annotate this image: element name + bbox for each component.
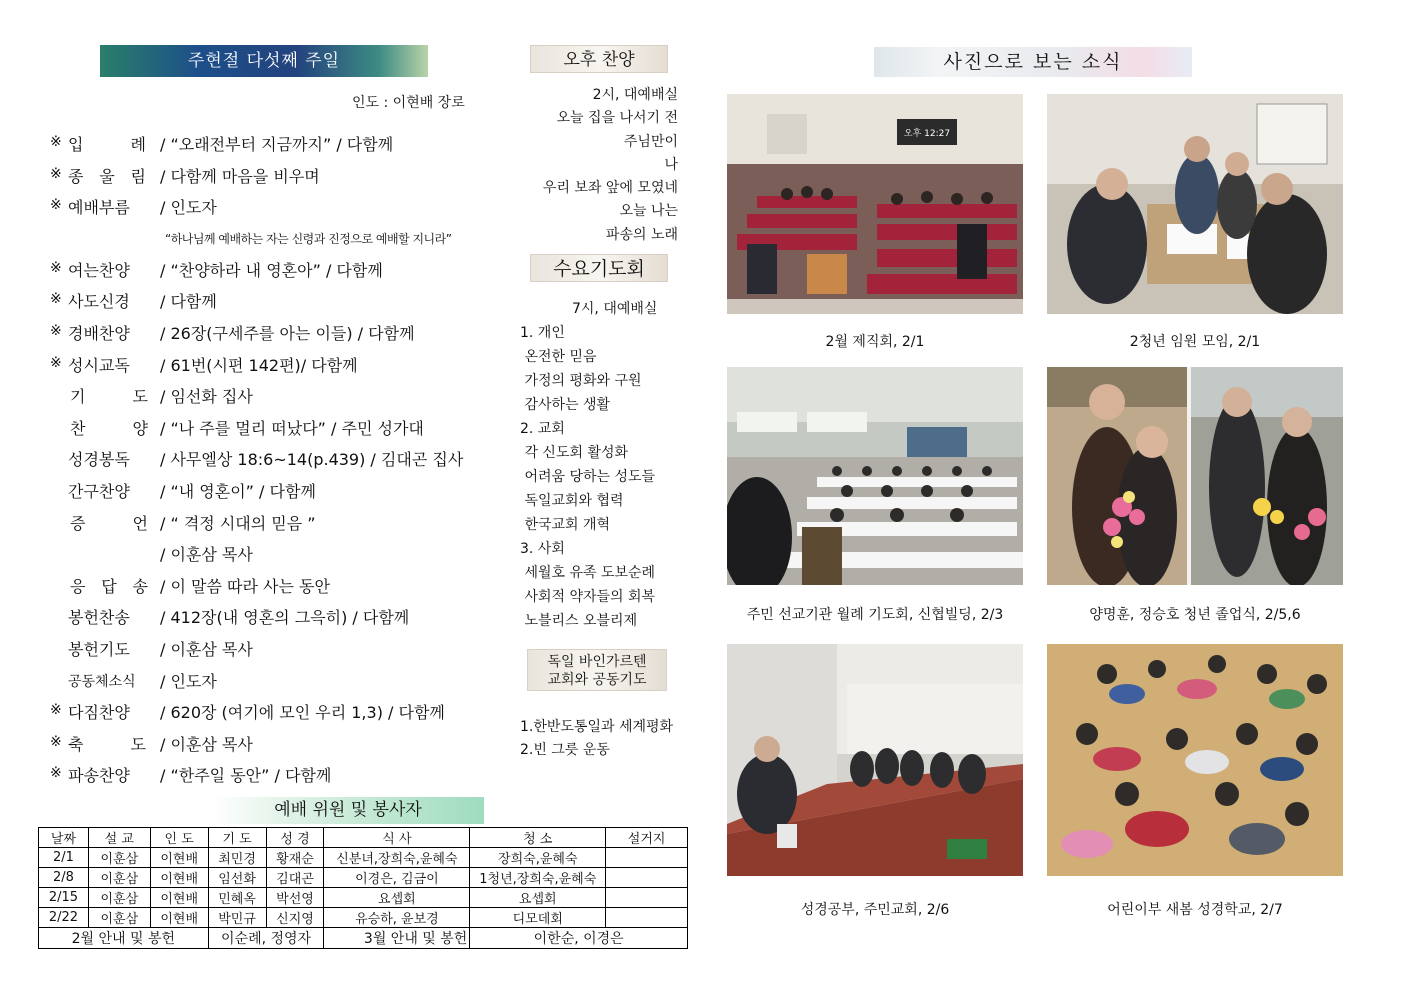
staff-cell <box>606 888 688 908</box>
staff-cell: 이현배 <box>150 888 208 908</box>
order-item <box>40 696 510 728</box>
standing-mark: ※ <box>50 322 62 339</box>
order-item <box>40 728 510 760</box>
order-item-value: / 이훈삼 목사 <box>160 545 253 565</box>
order-item-value: / 인도자 <box>160 198 217 218</box>
order-item-label <box>68 164 146 187</box>
caption-photo-2: 2청년 임원 모임, 2/1 <box>1129 334 1261 350</box>
order-item <box>40 285 510 317</box>
order-item-label-part: 간구찬양 <box>68 481 130 501</box>
joint-prayer-title-line2: 교회와 공동기도 <box>547 672 647 688</box>
mar-offering-label: 3월 안내 및 봉헌 <box>324 928 470 949</box>
staff-header-row <box>39 828 688 848</box>
staff-header-cell: 날짜 <box>39 828 89 848</box>
order-item-label-part: 사도신경 <box>68 292 130 312</box>
order-item <box>40 759 510 791</box>
staff-cell: 임선화 <box>208 868 266 888</box>
staff-cell: 디모데회 <box>470 908 606 928</box>
feb-offering-names: 이순례, 정영자 <box>208 928 324 949</box>
order-item <box>40 317 510 349</box>
order-item-value: / “찬양하라 내 영혼아” / 다함께 <box>160 260 383 280</box>
joint-prayer-title-line1: 독일 바인가르텐 <box>547 654 647 670</box>
order-item-label <box>70 511 148 534</box>
order-item-label-part: 입 <box>68 135 84 154</box>
order-item-label-part: 성경봉독 <box>68 450 130 470</box>
afternoon-praise-line: 주님만이 <box>623 133 678 150</box>
staff-cell: 유승하, 윤보경 <box>324 908 470 928</box>
photo-mission-prayer-meeting <box>727 367 1023 585</box>
wednesday-prayer-time: 7시, 대예배실 <box>572 301 658 317</box>
prayer-topic-line: 한국교회 개혁 <box>520 517 611 533</box>
staff-header-cell: 청 소 <box>470 828 606 848</box>
order-item-label-part: 답 <box>101 576 117 596</box>
caption-photo-6: 어린이부 새봄 성경학교, 2/7 <box>1107 902 1283 918</box>
caption-photo-4: 양명훈, 정승호 청년 졸업식, 2/5,6 <box>1089 607 1301 623</box>
order-item-label-part: 봉헌찬송 <box>68 608 130 628</box>
feb-offering-label: 2월 안내 및 봉헌 <box>39 928 209 949</box>
standing-mark: ※ <box>50 134 62 150</box>
staff-cell: 요셉회 <box>470 888 606 908</box>
prayer-topic-line: 각 신도회 활성화 <box>520 445 629 461</box>
order-item <box>40 380 510 412</box>
order-item-label <box>70 416 148 439</box>
wednesday-prayer-title: 수요기도회 <box>530 254 668 282</box>
photo-feb-officers-meeting <box>727 94 1023 314</box>
order-item-value: / 이 말씀 따라 사는 동안 <box>160 576 330 596</box>
order-item <box>40 633 510 665</box>
order-item <box>40 538 510 570</box>
staff-cell: 이훈삼 <box>88 868 150 888</box>
joint-prayer-line: 2.빈 그릇 운동 <box>520 742 610 758</box>
prayer-topic-line: 온전한 믿음 <box>520 349 597 365</box>
standing-mark: ※ <box>50 702 62 719</box>
staff-cell <box>606 908 688 928</box>
photo-youth-officers-meeting <box>1047 94 1343 314</box>
order-item-label <box>70 574 148 597</box>
afternoon-praise-line: 나 <box>664 156 678 173</box>
order-of-worship <box>40 128 510 791</box>
staff-header-cell: 인 도 <box>150 828 208 848</box>
order-item-value: / 이훈삼 목사 <box>160 734 253 754</box>
order-item-value: / 인도자 <box>160 671 217 691</box>
order-item-value: / 26장(구세주를 아는 이들) / 다함께 <box>160 323 415 343</box>
order-item-value: / “내 영혼이” / 다함께 <box>160 481 316 501</box>
staff-cell: 신지영 <box>266 908 324 928</box>
standing-mark: ※ <box>50 197 62 214</box>
order-item-label-part: 양 <box>132 418 148 438</box>
staff-cell: 김대곤 <box>266 868 324 888</box>
order-item-value: / 임선화 집사 <box>160 387 253 407</box>
prayer-topic-line: 세월호 유족 도보순례 <box>520 565 656 581</box>
staff-cell: 이현배 <box>150 848 208 868</box>
staff-header-cell: 성 경 <box>266 828 324 848</box>
order-item <box>40 349 510 381</box>
order-item-value: / 61번(시편 142편)/ 다함께 <box>160 355 358 375</box>
order-item <box>40 191 510 223</box>
prayer-topic-line: 1. 개인 <box>520 325 565 341</box>
staff-cell: 최민경 <box>208 848 266 868</box>
call-to-worship-verse: “하나님께 예배하는 자는 신령과 진정으로 예배할 지니라” <box>165 232 452 246</box>
order-item-value: / 이훈삼 목사 <box>160 639 253 659</box>
staff-cell: 이현배 <box>150 868 208 888</box>
order-item-value: / 412장(내 영혼의 그윽히) / 다함께 <box>160 608 410 628</box>
order-item-label-part: 축 <box>68 734 84 754</box>
staff-cell: 황재순 <box>266 848 324 868</box>
order-item <box>40 570 510 602</box>
afternoon-praise-line: 오늘 나는 <box>619 203 678 220</box>
staff-cell <box>606 848 688 868</box>
prayer-topic-line: 독일교회와 협력 <box>520 493 624 509</box>
staff-row <box>39 888 688 908</box>
order-item-label-part: 공동체소식 <box>68 673 136 690</box>
order-item-label-part: 응 <box>70 576 86 596</box>
order-item-label-part: 기 <box>70 387 86 407</box>
order-item-value: / “ 격정 시대의 믿음 ” <box>160 513 316 533</box>
standing-mark: ※ <box>50 259 62 276</box>
staff-cell: 이현배 <box>150 908 208 928</box>
staff-row <box>39 908 688 928</box>
order-item-label-part: 도 <box>132 387 148 407</box>
staff-row <box>39 868 688 888</box>
prayer-topic-line: 2. 교회 <box>520 421 565 437</box>
joint-prayer-line: 1.한반도통일과 세계평화 <box>520 719 674 735</box>
order-item <box>40 601 510 633</box>
staff-cell: 2/8 <box>39 868 89 888</box>
order-item <box>40 665 510 697</box>
order-item-value: / 사무엘상 18:6~14(p.439) / 김대곤 집사 <box>160 450 464 470</box>
photo-news-title-banner: 사진으로 보는 소식 <box>874 47 1192 77</box>
staff-header-cell: 설 교 <box>88 828 150 848</box>
afternoon-praise-title: 오후 찬양 <box>530 45 668 73</box>
staff-cell: 이훈삼 <box>88 848 150 868</box>
service-leader: 인도 : 이현배 장로 <box>352 95 465 111</box>
caption-photo-1: 2월 제직회, 2/1 <box>825 334 925 350</box>
order-item-label-part: 찬 <box>70 418 86 438</box>
staff-cell: 이훈삼 <box>88 908 150 928</box>
order-item-label-part: 언 <box>132 513 148 533</box>
photo-clock-text: 오후 12:27 <box>903 129 951 139</box>
staff-cell: 2/1 <box>39 848 89 868</box>
staff-table <box>38 827 688 949</box>
order-item <box>40 412 510 444</box>
joint-prayer-title <box>527 649 667 691</box>
order-item-value: / 다함께 마음을 비우며 <box>160 166 320 186</box>
order-item-label-part: 종 <box>68 166 84 186</box>
order-item-label-part: 송 <box>132 576 148 596</box>
staff-cell <box>606 868 688 888</box>
staff-cell: 박선영 <box>266 888 324 908</box>
order-item-label-part: 다짐찬양 <box>68 703 130 723</box>
afternoon-praise-line: 오늘 집을 나서기 전 <box>556 110 678 127</box>
order-item-label-part: 여는찬양 <box>68 260 130 280</box>
standing-mark: ※ <box>50 765 62 782</box>
mar-offering-names: 이한순, 이경은 <box>470 928 688 949</box>
order-item-value: / 620장 (여기에 모인 우리 1,3) / 다함께 <box>160 703 445 723</box>
staff-header-cell: 기 도 <box>208 828 266 848</box>
prayer-topic-line: 감사하는 생활 <box>520 397 611 413</box>
order-item <box>40 254 510 286</box>
photo-children-bible-school <box>1047 644 1343 876</box>
staff-cell: 요셉회 <box>324 888 470 908</box>
prayer-topic-line: 어려움 당하는 성도들 <box>520 469 656 485</box>
staff-cell: 이훈삼 <box>88 888 150 908</box>
order-item-label-part: 경배찬양 <box>68 323 130 343</box>
photo-bible-study <box>727 644 1023 876</box>
order-item-label-part: 림 <box>130 166 146 186</box>
standing-mark: ※ <box>50 354 62 371</box>
caption-photo-3: 주민 선교기관 월례 기도회, 신협빌딩, 2/3 <box>746 607 1004 623</box>
order-item-label <box>68 132 146 155</box>
order-item-label-part: 파송찬양 <box>68 766 130 786</box>
order-item-label-part: 례 <box>130 135 146 154</box>
prayer-topic-line: 가정의 평화와 구원 <box>520 373 642 389</box>
staff-header-cell: 식 사 <box>324 828 470 848</box>
staff-cell: 2/15 <box>39 888 89 908</box>
order-item-label <box>68 732 146 755</box>
order-item-label-part: 성시교독 <box>68 355 130 375</box>
standing-mark: ※ <box>50 291 62 308</box>
order-item <box>40 160 510 192</box>
joint-prayer-list <box>520 716 673 762</box>
prayer-topic-line: 3. 사회 <box>520 541 565 557</box>
order-item-value: / 다함께 <box>160 292 217 312</box>
afternoon-praise-line: 파송의 노래 <box>605 226 678 243</box>
order-item-value: / “나 주를 멀리 떠났다” / 주민 성가대 <box>160 418 424 438</box>
staff-cell: 장희숙,윤혜숙 <box>470 848 606 868</box>
staff-cell: 2/22 <box>39 908 89 928</box>
staff-cell: 1청년,장희숙,윤혜숙 <box>470 868 606 888</box>
order-item-label-part: 도 <box>130 734 146 754</box>
order-item <box>40 128 510 160</box>
afternoon-praise-list <box>500 84 678 247</box>
standing-mark: ※ <box>50 165 62 182</box>
offering-notice-row <box>39 928 688 949</box>
photo-youth-graduation <box>1047 367 1343 585</box>
order-item-value: / “한주일 동안” / 다함께 <box>160 766 332 786</box>
afternoon-praise-line: 2시, 대예배실 <box>592 87 678 103</box>
order-item-label-part: 증 <box>70 513 86 533</box>
staff-header-cell: 설거지 <box>606 828 688 848</box>
afternoon-praise-line: 우리 보좌 앞에 모였네 <box>542 180 678 197</box>
standing-mark: ※ <box>50 733 62 750</box>
order-item <box>40 507 510 539</box>
order-item-value: / “오래전부터 지금까지” / 다함께 <box>160 135 394 154</box>
order-item <box>40 443 510 475</box>
wednesday-prayer-list <box>520 321 655 633</box>
staff-title-banner: 예배 위원 및 봉사자 <box>212 797 484 824</box>
order-item-label <box>70 384 148 407</box>
order-item <box>40 475 510 507</box>
staff-cell: 민혜옥 <box>208 888 266 908</box>
prayer-topic-line: 사회적 약자들의 회복 <box>520 589 656 605</box>
service-title-banner: 주현절 다섯째 주일 <box>100 45 428 77</box>
order-item-label-part: 봉헌기도 <box>68 639 130 659</box>
staff-cell: 박민규 <box>208 908 266 928</box>
prayer-topic-line: 노블리스 오블리제 <box>520 613 638 629</box>
staff-cell: 이경은, 김금이 <box>324 868 470 888</box>
staff-cell: 신분녀,장희숙,윤혜숙 <box>324 848 470 868</box>
order-item-label-part: 울 <box>99 166 115 186</box>
caption-photo-5: 성경공부, 주민교회, 2/6 <box>800 902 950 918</box>
staff-row <box>39 848 688 868</box>
order-item-label-part: 예배부름 <box>68 198 130 218</box>
